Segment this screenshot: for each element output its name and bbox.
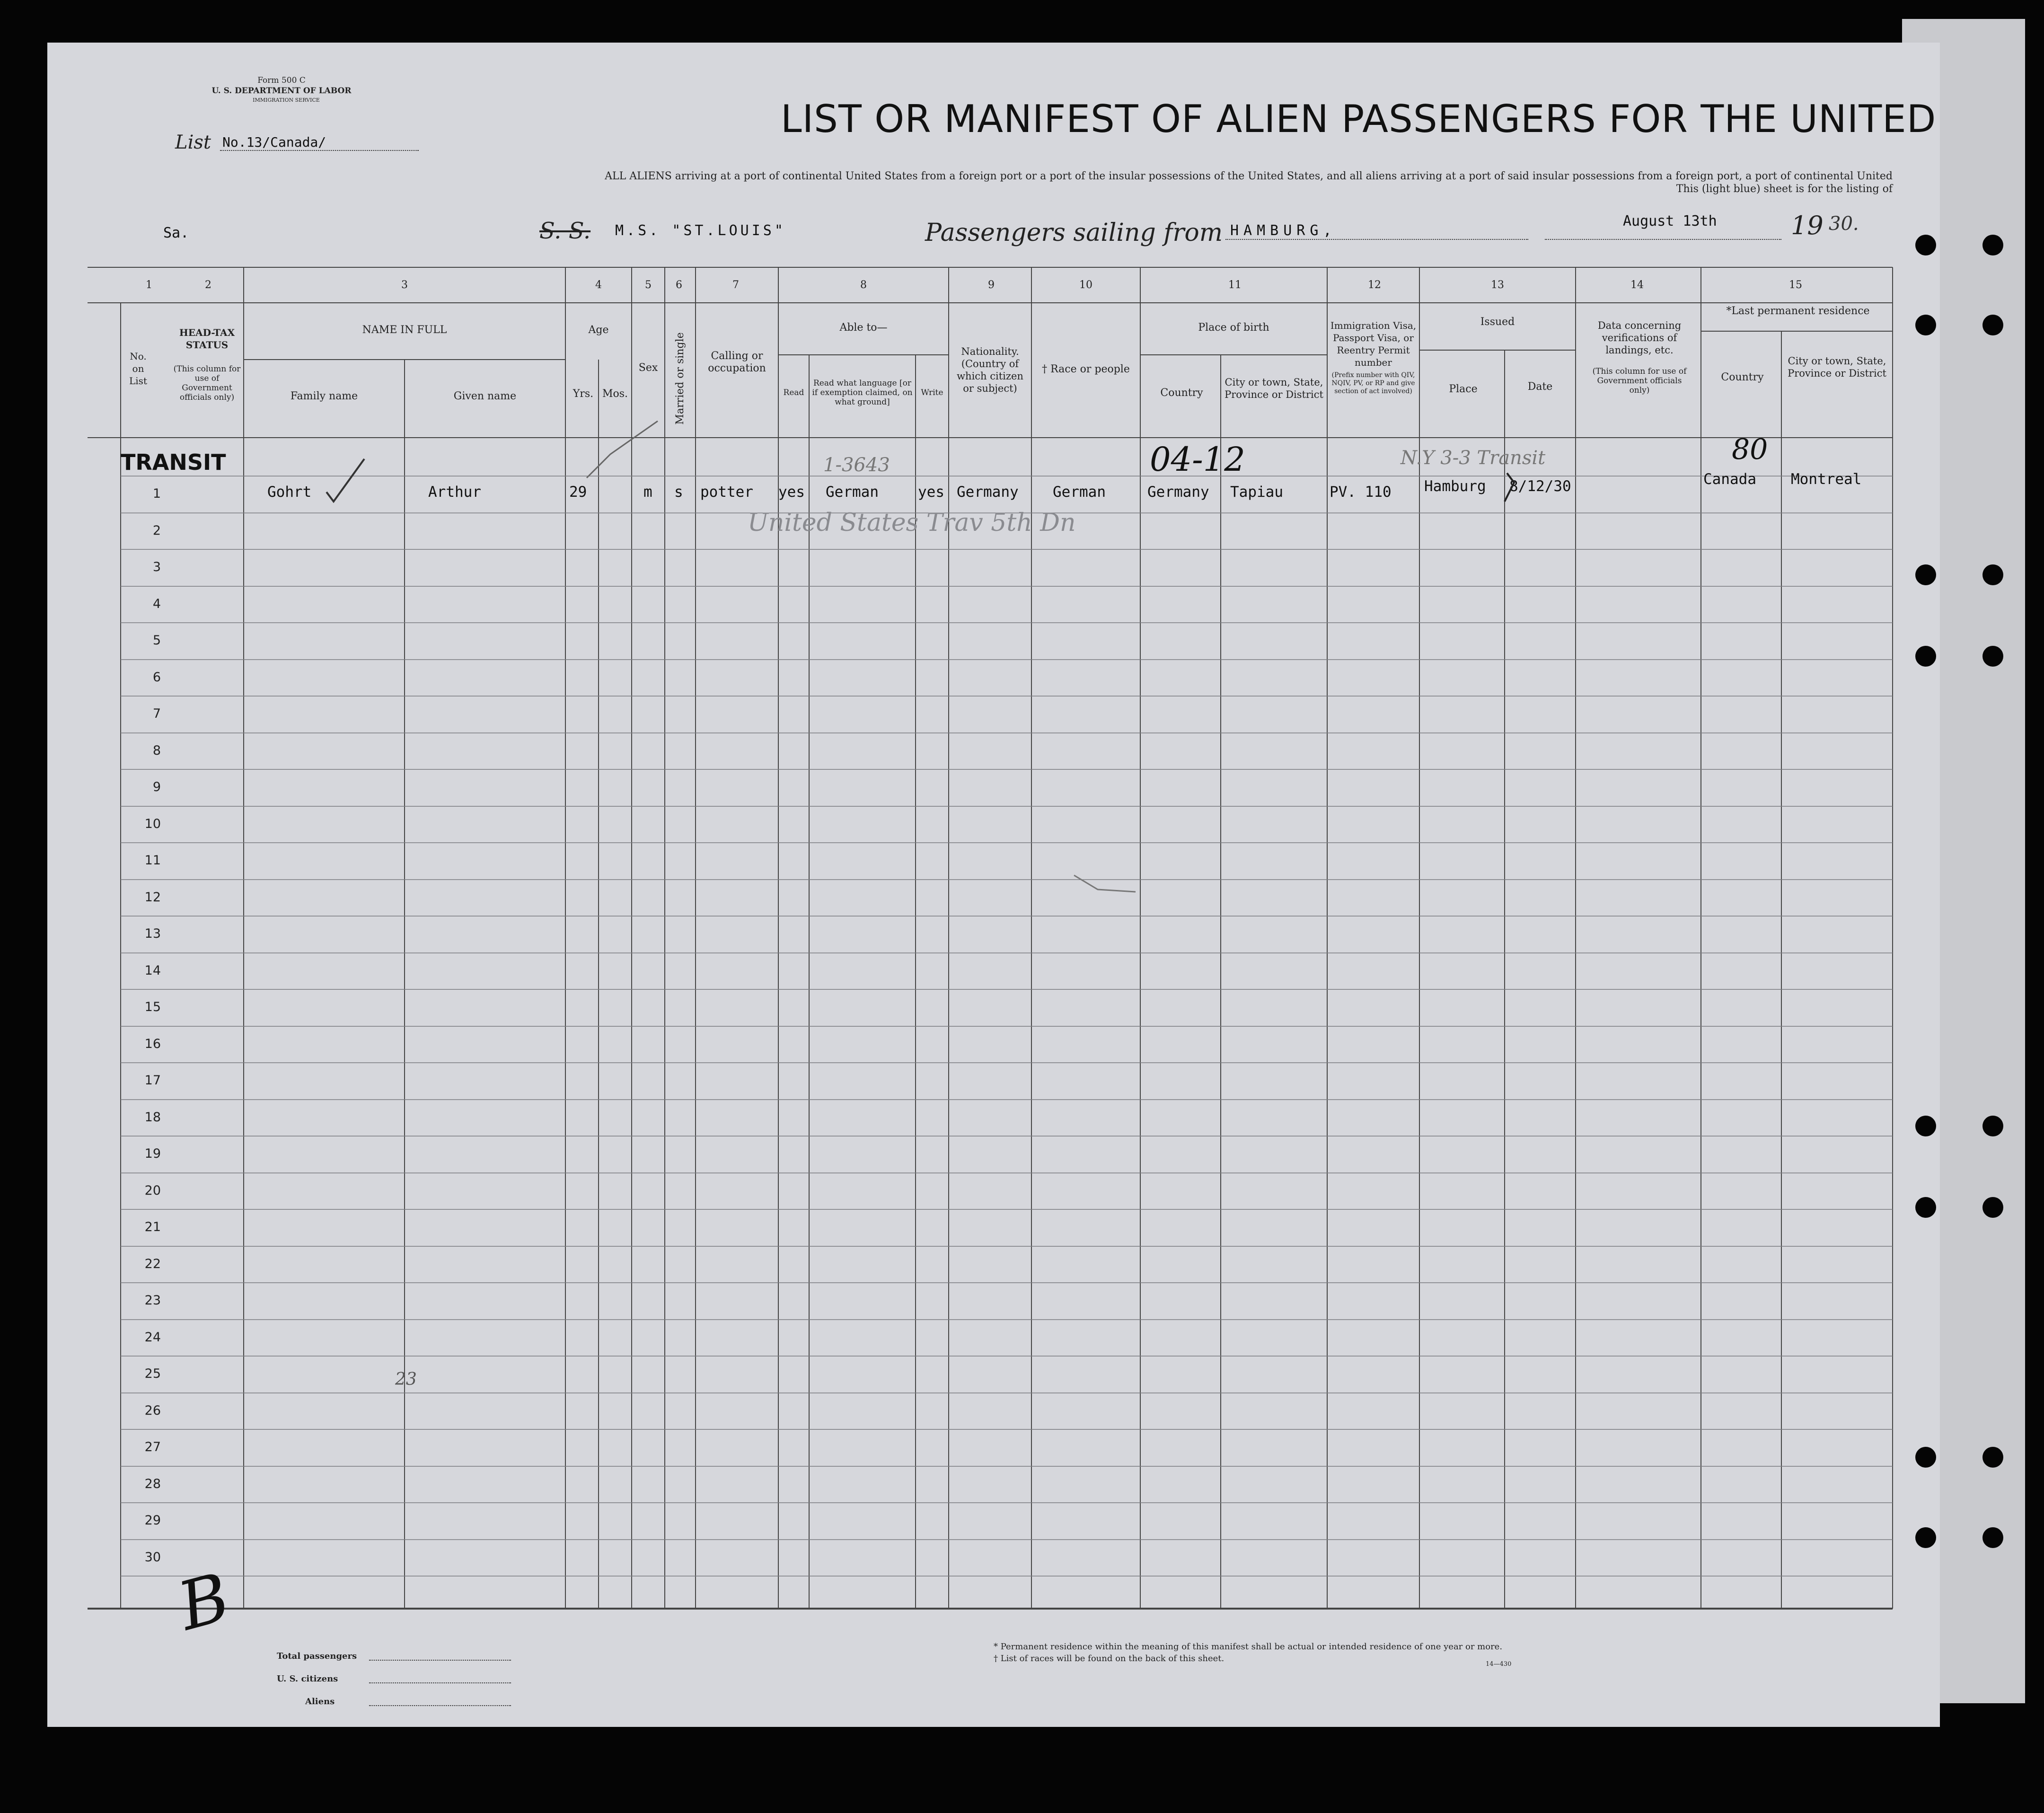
ship-name: M.S. "ST.LOUIS" — [615, 222, 786, 239]
header-birth-country: Country — [1160, 387, 1203, 399]
passenger-family-name: Gohrt — [267, 484, 312, 501]
passenger-birth-country: Germany — [1147, 484, 1209, 501]
sailing-label: Passengers sailing from — [925, 219, 1223, 247]
footer-us-citizens: U. S. citizens — [277, 1674, 338, 1684]
header-age-yrs: Yrs. — [573, 388, 594, 400]
col-number-10: 10 — [1079, 279, 1092, 291]
binder-hole-icon — [1982, 1447, 2003, 1468]
binder-hole-icon — [1982, 1197, 2003, 1218]
binder-hole-icon — [1982, 1527, 2003, 1548]
header-no-on-list: No. on List — [129, 351, 147, 387]
header-last-residence: *Last permanent residence — [1726, 305, 1870, 317]
passenger-race: German — [1053, 484, 1106, 501]
footer-note-races: † List of races will be found on the back of this sheet. — [994, 1654, 1225, 1663]
passenger-residence-country: Canada — [1703, 471, 1756, 488]
departure-port: HAMBURG, — [1230, 222, 1337, 239]
row-number: 12 — [144, 890, 161, 905]
passenger-marital: s — [674, 484, 683, 501]
header-landings-note: (This column for use of Government officials only) — [1592, 367, 1687, 395]
col-number-6: 6 — [676, 279, 682, 291]
passenger-issued-date: 8/12/30 — [1509, 478, 1571, 495]
row-number: 11 — [144, 853, 161, 868]
binder-hole-icon — [1982, 315, 2003, 335]
row-number: 17 — [144, 1073, 161, 1088]
binder-hole-icon — [1915, 564, 1936, 585]
row-number: 4 — [152, 597, 161, 611]
header-read-language: Read what language [or if exemption claimed, on what ground] — [812, 378, 913, 407]
binder-hole-icon — [1915, 1447, 1936, 1468]
manifest-subtitle-right: This (light blue) sheet is for the listing of — [1676, 183, 1893, 195]
passenger-issued-place: Hamburg — [1424, 478, 1486, 495]
header-read: Read — [783, 388, 804, 397]
binder-hole-icon — [1915, 235, 1936, 255]
footer-aliens: Aliens — [305, 1697, 335, 1707]
footer-form-code: 14—430 — [1486, 1661, 1512, 1668]
header-residence-country: Country — [1721, 371, 1764, 383]
binder-hole-icon — [1982, 646, 2003, 667]
passenger-read: yes — [778, 484, 805, 501]
col-number-2: 2 — [205, 279, 211, 291]
header-residence-city: City or town, State, Province or District — [1788, 355, 1886, 379]
header-family-name: Family name — [290, 390, 358, 402]
col-number-4: 4 — [595, 279, 602, 291]
row-number: 28 — [144, 1477, 161, 1491]
col-number-3: 3 — [401, 279, 408, 291]
header-nationality: Nationality. (Country of which citizen or subject) — [957, 346, 1023, 394]
list-number: No.13/Canada/ — [222, 134, 326, 150]
row-number: 7 — [152, 706, 161, 721]
header-visa-note: (Prefix number with QIV, NQIV, PV, or RP and give section of act involved) — [1331, 371, 1415, 395]
row-number: 8 — [152, 743, 161, 758]
handwritten-code-80: 80 — [1732, 433, 1768, 466]
header-landings: Data concerning verifications of landings, etc. — [1597, 320, 1682, 356]
pencil-stroke-icon — [1505, 473, 1514, 502]
manifest-title: LIST OR MANIFEST OF ALIEN PASSENGERS FOR THE UNITED — [781, 97, 1937, 141]
row-number: 1 — [152, 486, 161, 501]
transit-stamp: TRANSIT — [121, 449, 226, 475]
list-label: List — [175, 132, 211, 153]
header-visa: Immigration Visa, Passport Visa, or Reentry Permit number — [1330, 320, 1417, 368]
header-given-name: Given name — [453, 390, 517, 402]
sailing-date: August 13th — [1623, 213, 1717, 229]
col-number-11: 11 — [1228, 279, 1242, 291]
header-age-mos: Mos. — [602, 388, 628, 400]
ss-label: S. S. — [539, 218, 591, 244]
header-name-in-full: NAME IN FULL — [362, 324, 447, 336]
passenger-write: yes — [918, 484, 944, 501]
header-head-tax-note: (This column for use of Government officials only) — [173, 364, 241, 402]
year-suffix: 30. — [1829, 213, 1859, 235]
year-prefix: 19 — [1791, 211, 1824, 240]
col-number-14: 14 — [1630, 279, 1644, 291]
checkmark-icon — [326, 459, 364, 502]
sa-label: Sa. — [163, 225, 189, 241]
row-number: 30 — [144, 1550, 161, 1565]
row-number: 24 — [144, 1330, 161, 1345]
handwritten-row2-note: United States Trav 5th Dn — [748, 509, 1076, 537]
row-number: 13 — [144, 926, 161, 941]
passenger-given-name: Arthur — [428, 484, 481, 501]
footer-aliens-line — [369, 1705, 511, 1706]
col-number-9: 9 — [988, 279, 995, 291]
passenger-birth-city: Tapiau — [1230, 484, 1283, 501]
row-number: 2 — [152, 523, 161, 538]
passenger-age: 29 — [569, 484, 587, 501]
header-race: † Race or people — [1042, 363, 1130, 375]
passenger-sex: m — [643, 484, 652, 501]
manifest-subtitle: ALL ALIENS arriving at a port of continental United States from a foreign port or a port of the insular possessions of the United States, and all aliens arriving at a port of said insular possessions from a foreign port, a port of continental United — [605, 170, 1893, 182]
footer-total-passengers: Total passengers — [277, 1651, 357, 1661]
col-number-8: 8 — [860, 279, 867, 291]
header-issued-place: Place — [1449, 383, 1478, 395]
row-number: 6 — [152, 670, 161, 685]
footer-total-line — [369, 1660, 511, 1661]
header-married-single: Married or single — [674, 332, 686, 425]
row-number: 21 — [144, 1220, 161, 1234]
col-number-12: 12 — [1368, 279, 1381, 291]
form-number: Form 500 C — [257, 76, 306, 85]
binder-hole-icon — [1915, 1116, 1936, 1136]
pencil-stroke-icon — [587, 421, 658, 478]
binder-hole-icon — [1915, 646, 1936, 667]
service-name: IMMIGRATION SERVICE — [253, 97, 320, 103]
row-number: 18 — [144, 1110, 161, 1125]
footer-note-residence: * Permanent residence within the meaning of this manifest shall be actual or intended residence of one year or more. — [994, 1642, 1503, 1652]
row-number: 29 — [144, 1513, 161, 1528]
header-place-of-birth: Place of birth — [1198, 322, 1269, 334]
passenger-occupation: potter — [700, 484, 753, 501]
row-number: 19 — [144, 1146, 161, 1161]
col-number-13: 13 — [1491, 279, 1504, 291]
header-issued-date: Date — [1527, 381, 1553, 393]
binder-hole-icon — [1915, 1527, 1936, 1548]
row-number: 25 — [144, 1366, 161, 1381]
footer-citizens-line — [369, 1682, 511, 1683]
col-number-7: 7 — [732, 279, 739, 291]
passenger-nationality: Germany — [957, 484, 1019, 501]
handwritten-code-0412: 04-12 — [1150, 440, 1245, 479]
row-number: 20 — [144, 1183, 161, 1198]
header-able-to: Able to— — [839, 322, 888, 334]
passenger-language: German — [826, 484, 879, 501]
binder-hole-icon — [1915, 1197, 1936, 1218]
header-age: Age — [588, 324, 609, 336]
handwritten-letter-b: B — [170, 1558, 238, 1646]
row-number: 23 — [144, 1293, 161, 1308]
row-number: 9 — [152, 780, 161, 794]
header-calling: Calling or occupation — [708, 350, 766, 374]
header-write: Write — [921, 388, 943, 397]
handwritten-code-1: 1-3643 — [823, 454, 890, 476]
row-number: 14 — [144, 963, 161, 978]
row-number: 15 — [144, 1000, 161, 1014]
department-name: U. S. DEPARTMENT OF LABOR — [211, 86, 352, 96]
passenger-visa: PV. 110 — [1330, 484, 1392, 501]
binder-hole-icon — [1982, 564, 2003, 585]
row-number: 10 — [144, 817, 161, 831]
binder-hole-icon — [1982, 235, 2003, 255]
row-number: 27 — [144, 1440, 161, 1454]
header-head-tax: HEAD-TAX STATUS — [179, 327, 235, 351]
row-number: 26 — [144, 1403, 161, 1418]
binder-hole-icon — [1982, 1116, 2003, 1136]
pencil-stroke-icon — [1074, 875, 1136, 892]
col-number-5: 5 — [645, 279, 652, 291]
header-sex: Sex — [638, 362, 658, 374]
row-number: 5 — [152, 633, 161, 648]
handwritten-landing-note: N.Y 3-3 Transit — [1401, 447, 1546, 469]
header-issued: Issued — [1480, 316, 1515, 328]
row-number: 16 — [144, 1037, 161, 1051]
header-birth-city: City or town, State, Province or District — [1225, 377, 1323, 400]
handwritten-page-mark: 23 — [395, 1370, 417, 1389]
passenger-residence-city: Montreal — [1791, 471, 1862, 488]
col-number-15: 15 — [1789, 279, 1802, 291]
row-number: 3 — [152, 560, 161, 574]
binder-hole-icon — [1915, 315, 1936, 335]
row-number: 22 — [144, 1257, 161, 1271]
col-number-1: 1 — [146, 279, 152, 291]
